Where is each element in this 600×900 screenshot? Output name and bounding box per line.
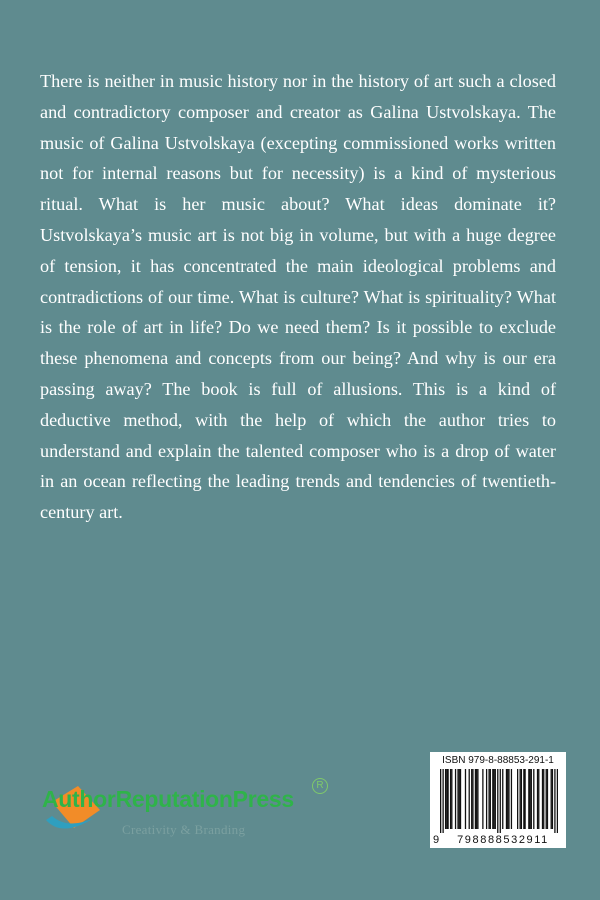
barcode-bar bbox=[537, 769, 538, 829]
barcode-bar bbox=[472, 769, 473, 829]
barcode-bar bbox=[538, 769, 539, 829]
barcode-bar bbox=[500, 769, 501, 833]
publisher-tagline: Creativity & Branding bbox=[122, 822, 246, 837]
barcode-bar bbox=[502, 769, 503, 829]
barcode-bar bbox=[507, 769, 508, 829]
barcode-bar bbox=[552, 769, 553, 829]
barcode-bar bbox=[524, 769, 525, 829]
barcode-bar bbox=[511, 769, 512, 829]
back-cover-blurb: There is neither in music history nor in the history of art such a closed and contradictory composer and creator as Galina Ustvolskaya. The music of Galina Ustvolskaya (excepting commissioned works written not for internal reasons but for necessity) is a kind of mysterious ritual. What is her music about? What ideas dominate it? Ustvolskaya’s music art is not big in volume, but with a huge degree of tension, it has concentrated the main ideological problems and contradictions of our time. What is culture? What is spirituality? What is the role of art in life? Do we need them? Is it possible to exclude these phenomena and concepts from our being? And why is our era passing away? The book is full of allusions. This is a kind of deductive method, with the help of which the author tries to understand and explain the talented composer who is a drop of water in an ocean reflecting the leading trends and tendencies of twentieth-century art. bbox=[40, 71, 556, 523]
barcode-bar bbox=[523, 769, 524, 829]
barcode-bar bbox=[533, 769, 534, 829]
barcode-bar bbox=[506, 769, 507, 829]
barcode-bar bbox=[459, 769, 460, 829]
barcode-bar bbox=[493, 769, 494, 829]
barcode-bar bbox=[542, 769, 543, 829]
barcode-bar bbox=[521, 769, 522, 829]
barcode-bar bbox=[451, 769, 452, 829]
publisher-name: AuthorReputationPress bbox=[42, 786, 294, 812]
barcode-bar bbox=[528, 769, 529, 829]
barcode-bar bbox=[460, 769, 461, 829]
barcode-bar bbox=[519, 769, 520, 829]
registered-mark-icon: R bbox=[312, 778, 328, 794]
barcode-bar bbox=[543, 769, 544, 829]
barcode-bar bbox=[547, 769, 548, 829]
barcode-bar bbox=[457, 769, 458, 829]
barcode-bar bbox=[476, 769, 477, 829]
barcode-bar bbox=[529, 769, 530, 829]
barcode-bar bbox=[446, 769, 447, 829]
barcode-bar bbox=[477, 769, 478, 829]
isbn-label: ISBN 979-8-88853-291-1 bbox=[442, 755, 554, 766]
barcode-bar bbox=[447, 769, 448, 829]
publisher-logo bbox=[38, 774, 338, 844]
barcode-bar bbox=[482, 769, 483, 829]
barcode-bar bbox=[442, 769, 443, 833]
barcode-bar bbox=[557, 769, 558, 833]
barcode-bar bbox=[492, 769, 493, 829]
barcode-bar bbox=[455, 769, 456, 829]
barcode-bar bbox=[450, 769, 451, 829]
barcode-bars bbox=[440, 769, 558, 833]
barcode-bar bbox=[445, 769, 446, 829]
barcode-bar bbox=[546, 769, 547, 829]
barcode-bar bbox=[465, 769, 466, 829]
barcode-bar bbox=[475, 769, 476, 829]
barcode-lead-digit: 9 bbox=[433, 834, 440, 846]
barcode-bar bbox=[488, 769, 489, 829]
barcode-bar bbox=[471, 769, 472, 829]
barcode-bar bbox=[440, 769, 441, 833]
barcode-bar bbox=[517, 769, 518, 829]
barcode-bar bbox=[554, 769, 555, 833]
barcode-bar bbox=[497, 769, 498, 833]
barcode-bar bbox=[495, 769, 496, 829]
barcode-bar bbox=[490, 769, 491, 829]
isbn-barcode bbox=[430, 752, 566, 848]
barcode-bar bbox=[551, 769, 552, 829]
barcode-bar bbox=[531, 769, 532, 829]
barcode-bar bbox=[508, 769, 509, 829]
barcode-bar bbox=[469, 769, 470, 829]
barcode-digits: 798888532911 bbox=[457, 834, 549, 846]
barcode-bar bbox=[486, 769, 487, 829]
